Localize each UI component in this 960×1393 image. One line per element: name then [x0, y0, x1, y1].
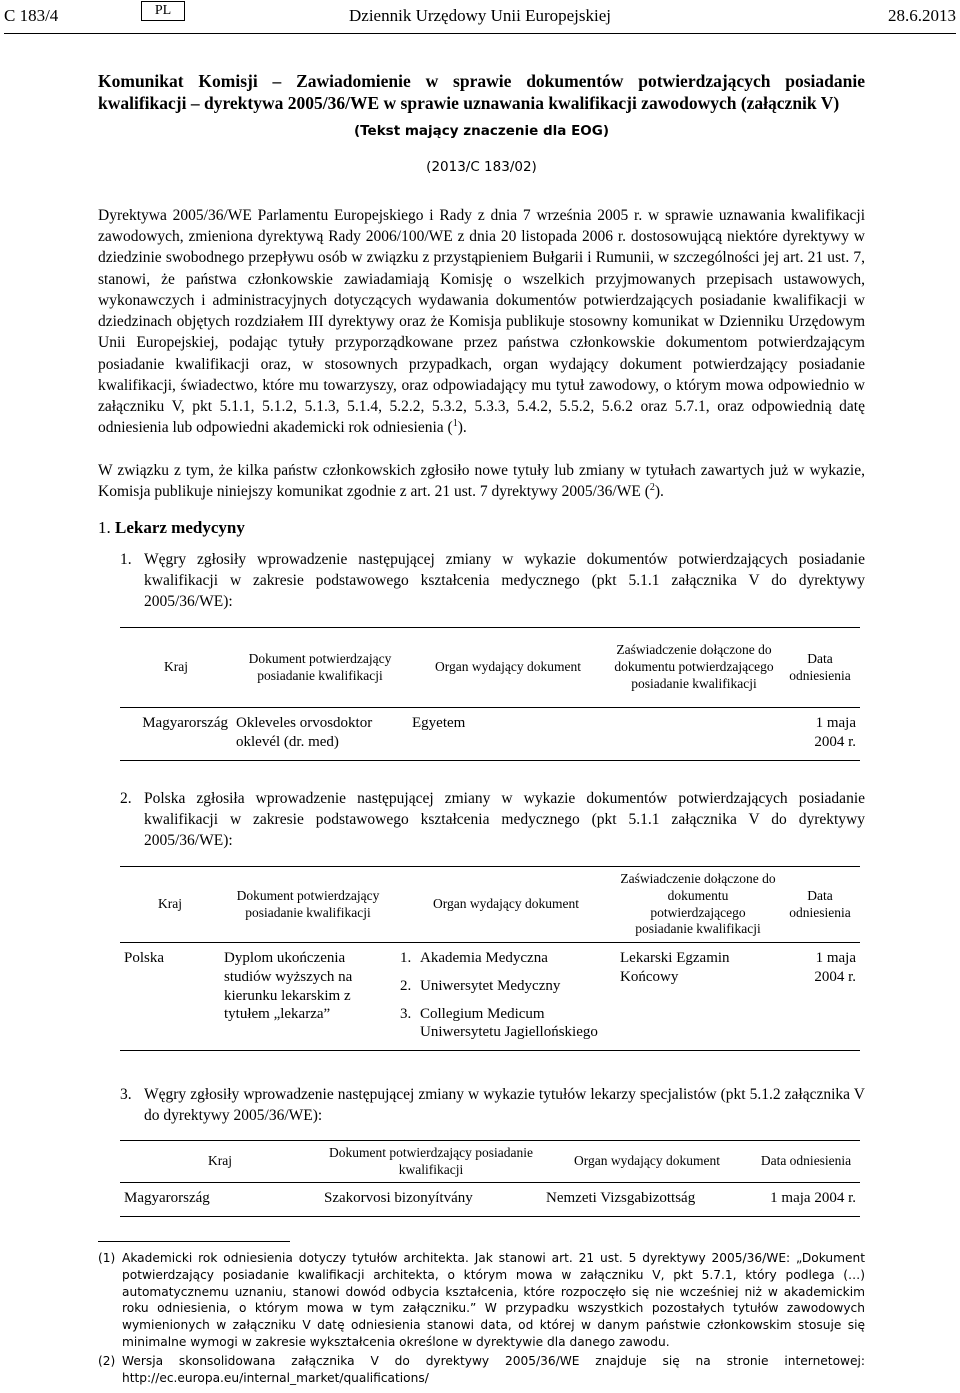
qualifications-table-hungary-basic [120, 627, 860, 761]
table-header-row [120, 628, 860, 708]
header-certificate: Zaświadczenie dołączone do dokumentu potwierdzającego posiadanie kwalifikacji [608, 628, 780, 708]
table-row [120, 943, 860, 1051]
document-reference: (2013/C 183/02) [426, 159, 537, 175]
cell-date: 1 maja 2004 r. [752, 1183, 860, 1217]
cell-certificate: Lekarski Egzamin Końcowy [616, 943, 780, 1051]
section-number: 1. [98, 518, 111, 537]
table-row [120, 1183, 860, 1217]
footnote-ref-1[interactable]: 1 [452, 418, 458, 430]
cell-country: Magyarország [120, 1183, 320, 1217]
header-authority: Organ wydający dokument [408, 628, 608, 708]
cell-country: Magyarország [120, 708, 232, 761]
qualifications-table-hungary-specialist [120, 1140, 860, 1217]
list-item: 1. Akademia Medyczna [400, 950, 548, 966]
header-country: Kraj [120, 867, 220, 943]
cell-authority: Egyetem [408, 708, 608, 761]
footnote-mark: (2) [98, 1353, 116, 1368]
header-date: Data odniesienia [780, 628, 860, 708]
publication-date: 28.6.2013 [888, 6, 956, 25]
header-document: Dokument potwierdzający posiadanie kwalifikacji [232, 628, 408, 708]
footnote-divider [98, 1241, 290, 1242]
page-header [4, 0, 956, 34]
journal-title: Dziennik Urzędowy Unii Europejskiej [349, 6, 612, 25]
item-number: 2. [120, 790, 132, 807]
table-row [120, 708, 860, 761]
item-text: Węgry zgłosiły wprowadzenie następującej zmiany w wykazie dokumentów potwierdzających posiadanie kwalifikacji w zakresie podstawowego kształcenia medycznego (pkt 5.1.1 załącznika V do dyrektywy 2005/36/WE): [144, 551, 865, 611]
table-header-row [120, 867, 860, 943]
list-item [120, 788, 865, 852]
header-date: Data odniesienia [780, 867, 860, 943]
list-item [120, 1084, 865, 1126]
footnote-2 [98, 1353, 865, 1387]
language-badge: PL [141, 1, 185, 21]
item-text: Węgry zgłosiły wprowadzenie następującej zmiany w wykazie tytułów lekarzy specjalistów (pkt 5.1.2 załącznika V do dyrektywy 2005/36/WE): [144, 1086, 865, 1125]
cell-country: Polska [120, 943, 220, 1051]
item-text: Polska zgłosiła wprowadzenie następującej zmiany w wykazie dokumentów potwierdzających posiadanie kwalifikacji w zakresie podstawowego kształcenia medycznego (pkt 5.1.1 załącznika V do dyrektywy 2005/36/WE): [144, 790, 865, 850]
list-item: 2. Uniwersytet Medyczny [400, 977, 561, 994]
list-item: 3. Collegium Medicum Uniwersytetu Jagiellońskiego [400, 1005, 598, 1041]
authority-list [400, 949, 612, 1042]
footnotes [98, 1250, 865, 1389]
item-number: 1. [120, 551, 132, 568]
footnote-ref-2[interactable]: 2 [649, 482, 655, 494]
header-authority: Organ wydający dokument [542, 1141, 752, 1183]
footnote-text: Wersja skonsolidowana załącznika V do dyrektywy 2005/36/WE znajduje się na stronie internetowej: http://ec.europa.eu/internal_market/qualifications/ [122, 1353, 865, 1385]
page-number: C 183/4 [4, 6, 59, 25]
cell-document: Szakorvosi bizonyítvány [320, 1183, 542, 1217]
document-title: Komunikat Komisji – Zawiadomienie w sprawie dokumentów potwierdzających posiadanie kwalifikacji – dyrektywa 2005/36/WE w sprawie uznawania kwalifikacji zawodowych (załącznik V) [98, 71, 865, 114]
cell-document: Dyplom ukończenia studiów wyższych na kierunku lekarskim z tytułem „lekarza” [220, 943, 396, 1051]
section-heading [98, 517, 245, 539]
qualifications-table-poland-basic [120, 866, 860, 1051]
header-authority: Organ wydający dokument [396, 867, 616, 943]
footnote-1 [98, 1250, 865, 1351]
header-date: Data odniesienia [752, 1141, 860, 1183]
list-item [120, 549, 865, 613]
intro-paragraph-2: W związku z tym, że kilka państw członkowskich zgłosiło nowe tytuły lub zmiany w tytułach zawartych już w wykazie, Komisja publikuje niniejszy komunikat zgodnie z art. 21 ust. 7 dyrektywy 2005/36/WE ($^2$). [98, 462, 865, 501]
section-title: Lekarz medycyny [115, 518, 245, 537]
intro-paragraph-1: Dyrektywa 2005/36/WE Parlamentu Europejskiego i Rady z dnia 7 września 2005 r. w sprawie uznawania kwalifikacji zawodowych, zmieniona dyrektywą Rady 2006/100/WE z dnia 20 listopada 2006 r. dostosowującą niektóre dyrektywy w dziedzinie swobodnego przepływu osób w związku z przystąpieniem Bułgarii i Rumunii, w szczególności jej art. 21 ust. 7, stanowi, że państwa członkowskie zawiadamiają Komisję o wszelkich przyjmowanych przepisach ustawowych, wykonawczych i administracyjnych dotyczących wydawania dokumentów potwierdzających posiadanie kwalifikacji w dziedzinach objętych rozdziałem III dyrektywy oraz że Komisja publikuje stosowny komunikat w Dzienniku Urzędowym Unii Europejskiej, podając tytuły przyporządkowane przez państwa członkowskie dokumentom potwierdzającym posiadanie kwalifikacji oraz, w stosownych przypadkach, organ wydający dokument potwierdzający posiadanie kwalifikacji, świadectwo, które mu towarzyszy, oraz odpowiadający mu tytuł zawodowy, o którym mowa odpowiednio w załączniku V, pkt 5.1.1, 5.1.2, 5.1.3, 5.1.4, 5.2.2, 5.3.2, 5.3.3, 5.4.2, 5.5.2, 5.6.2 oraz 5.7.1, oraz odpowiednią datę odniesienia lub odpowiedni akademicki rok odniesienia ($^1$). [98, 207, 865, 437]
item-number: 3. [120, 1086, 132, 1103]
header-certificate: Zaświadczenie dołączone do dokumentu potwierdzającego posiadanie kwalifikacji [616, 867, 780, 943]
header-document: Dokument potwierdzający posiadanie kwalifikacji [220, 867, 396, 943]
header-document: Dokument potwierdzający posiadanie kwalifikacji [320, 1141, 542, 1183]
header-country: Kraj [120, 1141, 320, 1183]
header-country: Kraj [120, 628, 232, 708]
document-subtitle: (Tekst mający znaczenie dla EOG) [353, 123, 610, 139]
footnote-mark: (1) [98, 1251, 116, 1265]
cell-date: 1 maja 2004 r. [780, 708, 860, 761]
cell-document: Okleveles orvosdoktor oklevél (dr. med) [232, 708, 408, 761]
cell-date: 1 maja 2004 r. [780, 943, 860, 1051]
cell-authority: Nemzeti Vizsgabizottság [542, 1183, 752, 1217]
cell-certificate [608, 708, 780, 761]
table-header-row [120, 1141, 860, 1183]
footnote-text: Akademicki rok odniesienia dotyczy tytułów architekta. Jak stanowi art. 21 ust. 5 dyrektywy 2005/36/WE: „Dokument potwierdzający posiadanie kwalifikacji architekta, o którym mowa w załączniku V, pkt 5.7.1, który podlega (…) automatycznemu uznaniu, stanowi dowód odbycia kształcenia, które rozpoczęło się nie wcześniej niż w akademickim roku odniesienia, o którym mowa w tym załączniku.” W przypadku wszystkich pozostałych tytułów zawodowych wymienionych w załączniku V datę odniesienia stanowi data, od której w danym państwie członkowskim stosuje się minimalne wymogi w zakresie wykształcenia określone w dyrektywie dla danego zawodu. [122, 1251, 865, 1350]
cell-authority [396, 943, 616, 1051]
